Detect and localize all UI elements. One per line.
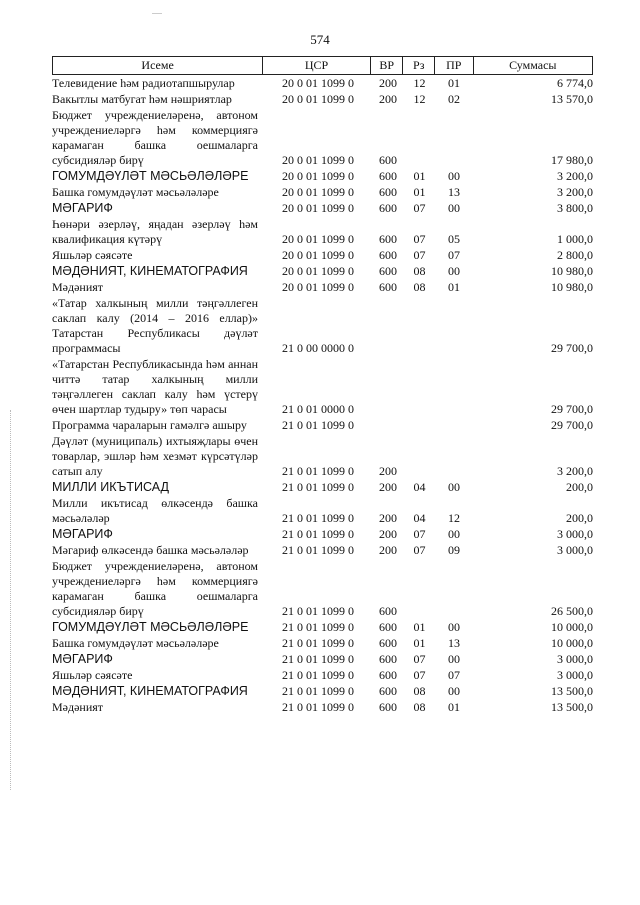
cell-rz: 08 <box>413 700 426 714</box>
cell-name: «Татар халкының милли тәңгәллеген саклап калу (2014 – 2016 еллар)» Татарстан Республикасы дәүләт программасы <box>52 296 258 355</box>
cell-csr: 20 0 01 1099 0 <box>282 76 354 90</box>
cell-name: Башка гомумдәүләт мәсьәләләре <box>52 185 219 199</box>
cell-pr: 00 <box>448 169 460 183</box>
cell-rz: 08 <box>413 280 426 294</box>
table-row <box>52 279 593 295</box>
table-row <box>52 667 593 683</box>
cell-pr: 00 <box>448 264 460 278</box>
table-row <box>52 91 593 107</box>
cell-sum: 200,0 <box>566 511 593 525</box>
table-row <box>52 263 593 279</box>
cell-name: Яшьләр сәясәте <box>52 248 133 262</box>
cell-sum: 3 200,0 <box>557 464 593 478</box>
cell-vr: 600 <box>379 636 397 650</box>
cell-rz: 07 <box>413 652 426 666</box>
cell-csr: 20 0 01 1099 0 <box>282 248 354 262</box>
cell-csr: 21 0 01 1099 0 <box>282 636 354 650</box>
cell-sum: 26 500,0 <box>551 604 593 618</box>
cell-pr: 00 <box>448 480 460 494</box>
cell-sum: 3 000,0 <box>557 668 593 682</box>
table-row <box>52 526 593 542</box>
cell-name: «Татарстан Республикасында һәм аннан читтә татар халкының милли тәңгәллеген саклап калу һәм үстерү өчен шартлар тудыру» төп чарасы <box>52 357 258 416</box>
header-name: Исеме <box>52 57 262 74</box>
cell-vr: 600 <box>379 620 397 634</box>
cell-sum: 10 000,0 <box>551 636 593 650</box>
cell-rz: 07 <box>413 527 426 541</box>
cell-csr: 20 0 01 1099 0 <box>282 169 354 183</box>
cell-rz: 07 <box>413 248 426 262</box>
cell-pr: 00 <box>448 527 460 541</box>
cell-csr: 20 0 01 1099 0 <box>282 153 354 167</box>
cell-name: Программа чараларын гамәлгә ашыру <box>52 418 247 432</box>
header-sum: Суммасы <box>473 57 593 74</box>
cell-vr: 600 <box>379 201 397 215</box>
cell-pr: 07 <box>448 248 460 262</box>
cell-sum: 200,0 <box>566 480 593 494</box>
page-number: 574 <box>310 32 330 47</box>
cell-csr: 21 0 01 1099 0 <box>282 464 354 478</box>
table-row <box>52 216 593 247</box>
cell-csr: 21 0 01 1099 0 <box>282 620 354 634</box>
cell-pr: 07 <box>448 668 460 682</box>
cell-pr: 02 <box>448 92 460 106</box>
budget-table <box>52 56 593 715</box>
cell-sum: 1 000,0 <box>557 232 593 246</box>
cell-csr: 21 0 01 0000 0 <box>282 402 354 416</box>
cell-vr: 200 <box>379 464 397 478</box>
cell-pr: 05 <box>448 232 460 246</box>
cell-vr: 600 <box>379 264 397 278</box>
cell-vr: 200 <box>379 480 397 494</box>
table-row <box>52 295 593 356</box>
cell-csr: 20 0 01 1099 0 <box>282 185 354 199</box>
cell-vr: 600 <box>379 185 397 199</box>
cell-name: Башка гомумдәүләт мәсьәләләре <box>52 636 219 650</box>
cell-rz: 12 <box>413 92 426 106</box>
cell-pr: 13 <box>448 185 460 199</box>
cell-vr: 200 <box>379 511 397 525</box>
cell-sum: 3 200,0 <box>557 169 593 183</box>
cell-csr: 20 0 01 1099 0 <box>282 92 354 106</box>
cell-name: Мәдәният <box>52 280 104 294</box>
cell-rz: 07 <box>413 543 426 557</box>
table-row <box>52 356 593 417</box>
header-rz: Рз <box>402 57 434 74</box>
cell-name: Бюджет учреждениеләренә, автоном учреждениеләргә һәм коммерциягә карамаган башка оешмаларга субсидияләр бирү <box>52 559 258 618</box>
table-row <box>52 200 593 216</box>
cell-name: МӘГАРИФ <box>52 527 113 541</box>
table-row <box>52 433 593 479</box>
cell-rz: 01 <box>413 620 426 634</box>
cell-name: Мәгариф өлкәсендә башка мәсьәләләр <box>52 543 249 557</box>
cell-name: МӘДӘНИЯТ, КИНЕМАТОГРАФИЯ <box>52 264 248 278</box>
cell-name: МИЛЛИ ИКЪТИСАД <box>52 480 170 494</box>
cell-rz: 04 <box>413 480 426 494</box>
cell-rz: 01 <box>413 185 426 199</box>
cell-vr: 600 <box>379 684 397 698</box>
cell-sum: 29 700,0 <box>551 402 593 416</box>
cell-vr: 600 <box>379 169 397 183</box>
cell-rz: 07 <box>413 232 426 246</box>
cell-pr: 00 <box>448 201 460 215</box>
table-row <box>52 699 593 715</box>
cell-csr: 21 0 01 1099 0 <box>282 543 354 557</box>
cell-csr: 20 0 01 1099 0 <box>282 201 354 215</box>
cell-rz: 07 <box>413 201 426 215</box>
cell-vr: 200 <box>379 92 397 106</box>
cell-rz: 01 <box>413 169 426 183</box>
table-header <box>52 56 593 75</box>
cell-sum: 10 000,0 <box>551 620 593 634</box>
table-body <box>52 75 593 715</box>
cell-sum: 29 700,0 <box>551 341 593 355</box>
cell-vr: 600 <box>379 700 397 714</box>
cell-sum: 13 570,0 <box>551 92 593 106</box>
header-pr: ПР <box>434 57 473 74</box>
cell-name: МӘДӘНИЯТ, КИНЕМАТОГРАФИЯ <box>52 684 248 698</box>
cell-sum: 29 700,0 <box>551 418 593 432</box>
cell-name: Дәүләт (муниципаль) ихтыяҗлары өчен товарлар, эшләр һәм хезмәт күрсәтүләр сатып алу <box>52 434 258 478</box>
cell-pr: 13 <box>448 636 460 650</box>
cell-name: Милли икътисад өлкәсендә башка мәсьәләләр <box>52 496 258 525</box>
table-row <box>52 417 593 433</box>
table-row <box>52 558 593 619</box>
table-row <box>52 651 593 667</box>
table-row <box>52 75 593 91</box>
table-row <box>52 184 593 200</box>
cell-sum: 2 800,0 <box>557 248 593 262</box>
cell-name: МӘГАРИФ <box>52 652 113 666</box>
cell-sum: 3 000,0 <box>557 543 593 557</box>
cell-pr: 00 <box>448 652 460 666</box>
cell-vr: 200 <box>379 527 397 541</box>
cell-name: Бюджет учреждениеләренә, автоном учреждениеләргә һәм коммерциягә карамаган башка оешмаларга субсидияләр бирү <box>52 108 258 167</box>
cell-vr: 200 <box>379 76 397 90</box>
cell-pr: 01 <box>448 76 460 90</box>
cell-sum: 3 800,0 <box>557 201 593 215</box>
cell-rz: 07 <box>413 668 426 682</box>
cell-vr: 600 <box>379 668 397 682</box>
cell-sum: 3 000,0 <box>557 527 593 541</box>
cell-name: Яшьләр сәясәте <box>52 668 133 682</box>
cell-csr: 21 0 01 1099 0 <box>282 700 354 714</box>
scan-margin-line <box>10 410 11 790</box>
cell-vr: 600 <box>379 153 397 167</box>
cell-csr: 21 0 01 1099 0 <box>282 652 354 666</box>
cell-csr: 21 0 00 0000 0 <box>282 341 354 355</box>
cell-pr: 01 <box>448 280 460 294</box>
cell-csr: 21 0 01 1099 0 <box>282 527 354 541</box>
cell-csr: 20 0 01 1099 0 <box>282 232 354 246</box>
cell-csr: 21 0 01 1099 0 <box>282 511 354 525</box>
cell-vr: 600 <box>379 652 397 666</box>
cell-pr: 12 <box>448 511 460 525</box>
cell-vr: 600 <box>379 604 397 618</box>
cell-csr: 20 0 01 1099 0 <box>282 264 354 278</box>
cell-name: МӘГАРИФ <box>52 201 113 215</box>
cell-sum: 6 774,0 <box>557 76 593 90</box>
table-row <box>52 495 593 526</box>
cell-sum: 10 980,0 <box>551 264 593 278</box>
cell-name: ГОМУМДӘҮЛӘТ МӘСЬӘЛӘЛӘРЕ <box>52 620 249 634</box>
cell-vr: 200 <box>379 543 397 557</box>
table-row <box>52 168 593 184</box>
header-csr: ЦСР <box>262 57 370 74</box>
cell-name: Телевидение һәм радиотапшырулар <box>52 76 235 90</box>
cell-sum: 3 000,0 <box>557 652 593 666</box>
cell-sum: 10 980,0 <box>551 280 593 294</box>
cell-vr: 600 <box>379 232 397 246</box>
cell-csr: 20 0 01 1099 0 <box>282 280 354 294</box>
cell-sum: 13 500,0 <box>551 700 593 714</box>
cell-sum: 17 980,0 <box>551 153 593 167</box>
cell-vr: 600 <box>379 248 397 262</box>
cell-rz: 12 <box>413 76 426 90</box>
scan-mark <box>152 13 162 14</box>
table-row <box>52 247 593 263</box>
cell-rz: 08 <box>413 264 426 278</box>
table-row <box>52 683 593 699</box>
cell-name: Һөнәри әзерләү, яңадан әзерләү һәм квалификация күтәрү <box>52 217 258 246</box>
cell-name: Мәдәният <box>52 700 104 714</box>
cell-name: Вакытлы матбугат һәм нәшриятлар <box>52 92 232 106</box>
cell-vr: 600 <box>379 280 397 294</box>
cell-sum: 3 200,0 <box>557 185 593 199</box>
table-row <box>52 542 593 558</box>
cell-pr: 00 <box>448 620 460 634</box>
table-row <box>52 107 593 168</box>
cell-csr: 21 0 01 1099 0 <box>282 418 354 432</box>
cell-rz: 01 <box>413 636 426 650</box>
cell-sum: 13 500,0 <box>551 684 593 698</box>
cell-rz: 08 <box>413 684 426 698</box>
cell-csr: 21 0 01 1099 0 <box>282 668 354 682</box>
cell-name: ГОМУМДӘҮЛӘТ МӘСЬӘЛӘЛӘРЕ <box>52 169 249 183</box>
cell-pr: 01 <box>448 700 460 714</box>
cell-pr: 09 <box>448 543 460 557</box>
table-row <box>52 479 593 495</box>
header-vr: ВР <box>370 57 403 74</box>
cell-csr: 21 0 01 1099 0 <box>282 684 354 698</box>
table-row <box>52 635 593 651</box>
cell-pr: 00 <box>448 684 460 698</box>
cell-rz: 04 <box>413 511 426 525</box>
cell-csr: 21 0 01 1099 0 <box>282 604 354 618</box>
cell-csr: 21 0 01 1099 0 <box>282 480 354 494</box>
table-row <box>52 619 593 635</box>
